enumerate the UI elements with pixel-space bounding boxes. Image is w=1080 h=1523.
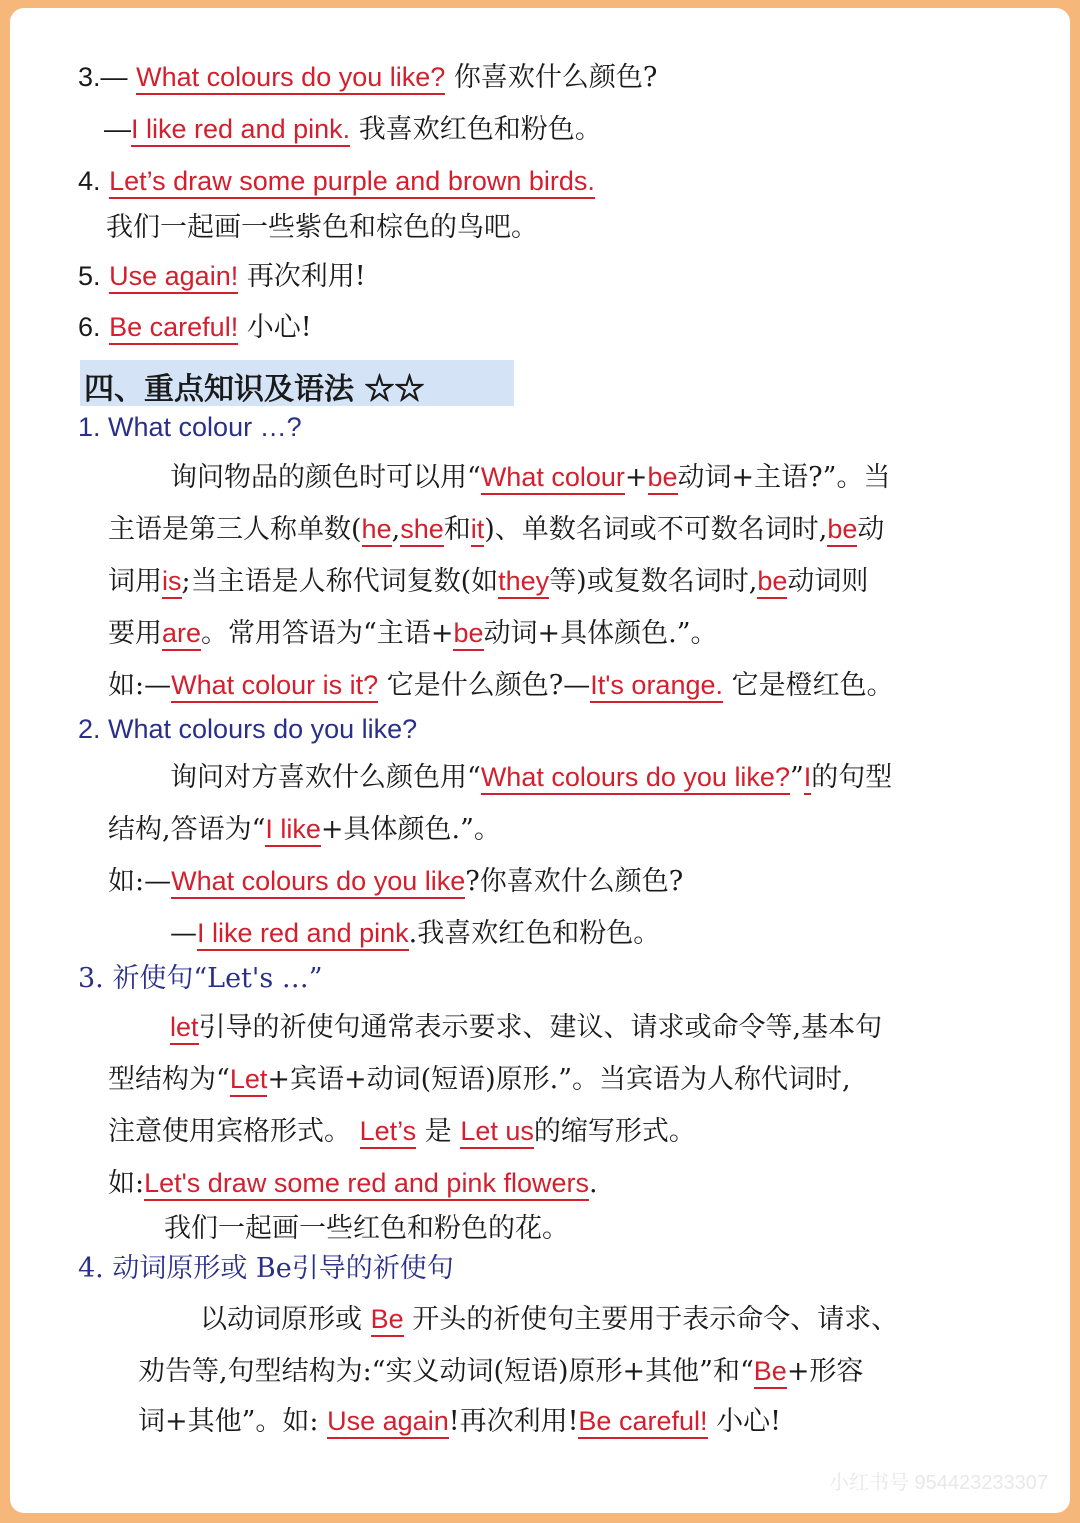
grammar-2-line-2: 结构,答语为“I like+具体颜色.”。: [108, 814, 501, 845]
grammar-1-line-2: 主语是第三人称单数(he,she和it)、单数名词或不可数名词时,be动: [108, 514, 885, 545]
grammar-2-title: 2. What colours do you like?: [78, 714, 418, 744]
grammar-1-example: 如:—What colour is it? 它是什么颜色?—It's orange. 它是橙红色。: [108, 670, 894, 701]
section-title: 四、重点知识及语法 ☆☆: [84, 372, 425, 407]
grammar-4-line-3: 词+其他”。如: Use again!再次利用!Be careful! 小心!: [138, 1406, 781, 1437]
grammar-1-line-3: 词用is;当主语是人称代词复数(如they等)或复数名词时,be动词则: [108, 566, 869, 597]
section-header: [80, 360, 514, 406]
item-3-answer-en: I like red and pink.: [131, 114, 350, 147]
item-6: 6. Be careful! 小心!: [78, 312, 312, 343]
item-6-zh: 小心!: [246, 312, 312, 343]
item-3-answer: —I like red and pink. 我喜欢红色和粉色。: [104, 114, 602, 145]
grammar-1-line-1: 询问物品的颜色时可以用“What colour+be动词+主语?”。当: [170, 462, 891, 493]
item-3-zh: 你喜欢什么颜色?: [453, 62, 658, 93]
grammar-2-example-1: 如:—What colours do you like?你喜欢什么颜色?: [108, 866, 684, 897]
item-6-en: Be careful!: [109, 312, 238, 345]
item-5: 5. Use again! 再次利用!: [78, 261, 366, 292]
grammar-4-line-1: 以动词原形或 Be 开头的祈使句主要用于表示命令、请求、: [200, 1304, 899, 1335]
grammar-3-example: 如:Let's draw some red and pink flowers.: [108, 1168, 598, 1199]
grammar-2-line-1: 询问对方喜欢什么颜色用“What colours do you like?”I的句型: [170, 762, 893, 793]
item-5-en: Use again!: [109, 261, 238, 294]
item-3-answer-zh: 我喜欢红色和粉色。: [358, 114, 602, 145]
grammar-3-line-2: 型结构为“Let+宾语+动词(短语)原形.”。当宾语为人称代词时,: [108, 1064, 851, 1095]
item-5-zh: 再次利用!: [246, 261, 366, 292]
grammar-1-line-4: 要用are。常用答语为“主语+be动词+具体颜色.”。: [108, 618, 718, 649]
document-page: [10, 8, 1070, 1513]
item-3: 3.— What colours do you like? 你喜欢什么颜色?: [78, 62, 658, 93]
item-4: 4. Let’s draw some purple and brown birds.: [78, 164, 595, 199]
grammar-3-example-zh: 我们一起画一些红色和粉色的花。: [164, 1213, 569, 1244]
grammar-4-line-2: 劝告等,句型结构为:“实义动词(短语)原形+其他”和“Be+形容: [138, 1356, 864, 1387]
grammar-3-title: 3. 祈使句“Let's …”: [78, 963, 323, 994]
item-3-en: What colours do you like?: [136, 62, 445, 95]
watermark: 小红书号 954423233307: [828, 1472, 1048, 1494]
grammar-1-title: 1. What colour …?: [78, 412, 302, 442]
item-4-zh: 我们一起画一些紫色和棕色的鸟吧。: [106, 212, 538, 243]
grammar-3-line-1: let引导的祈使句通常表示要求、建议、请求或命令等,基本句: [170, 1012, 883, 1043]
grammar-4-title: 4. 动词原形或 Be引导的祈使句: [78, 1253, 454, 1284]
grammar-2-example-2: —I like red and pink.我喜欢红色和粉色。: [170, 918, 661, 949]
grammar-3-line-3: 注意使用宾格形式。 Let’s 是 Let us的缩写形式。: [108, 1116, 696, 1147]
item-4-en: Let’s draw some purple and brown birds.: [109, 166, 595, 199]
